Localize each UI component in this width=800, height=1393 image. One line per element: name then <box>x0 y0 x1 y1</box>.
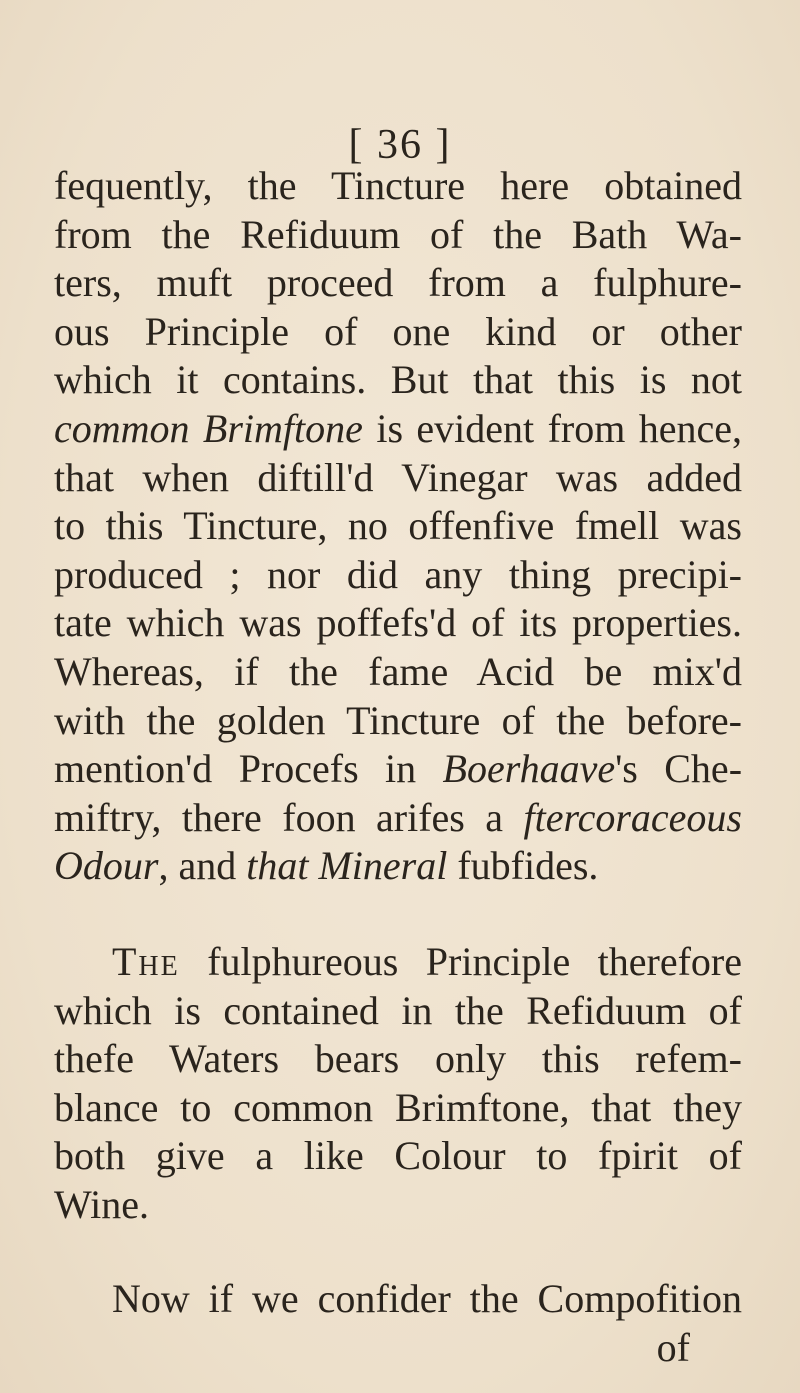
text-line: miftry, there foon arifes a ftercoraceous <box>54 794 742 840</box>
catchword: of <box>656 1325 690 1371</box>
text-line: Now if we confider the Compofition <box>112 1276 742 1322</box>
text-line: ous Principle of one kind or other <box>54 308 742 354</box>
text-line: which it contains. But that this is not <box>54 357 742 403</box>
paragraph-gap <box>54 891 742 938</box>
small-caps-word: The <box>112 938 180 984</box>
text-line: to this Tincture, no offenfive fmell was <box>54 503 742 549</box>
text-line: Whereas, if the fame Acid be mix'd <box>54 648 742 694</box>
text-line: blance to common Brimftone, that they <box>54 1084 742 1130</box>
page-text <box>54 162 742 1373</box>
text-line: The fulphureous Principle therefore <box>112 938 742 984</box>
text-line: tate which was poffefs'd of its properties. <box>54 600 742 646</box>
italic-phrase: common Brimftone <box>54 405 363 451</box>
text-line: ters, muft proceed from a fulphure- <box>54 260 742 306</box>
italic-phrase: Boerhaave <box>442 746 616 792</box>
italic-phrase: ftercoraceous <box>523 794 742 840</box>
paragraph-gap <box>54 1229 742 1275</box>
text-line: produced ; nor did any thing precipi- <box>54 551 742 597</box>
text-line: from the Refiduum of the Bath Wa- <box>54 211 742 257</box>
text-line: both give a like Colour to fpirit of <box>54 1133 742 1179</box>
text-line: common Brimftone is evident from hence, <box>54 405 742 451</box>
italic-phrase: Odour <box>54 843 159 889</box>
text-line: thefe Waters bears only this refem- <box>54 1036 742 1082</box>
text-line: which is contained in the Refiduum of <box>54 987 742 1033</box>
text-line: that when diftill'd Vinegar was added <box>54 454 742 500</box>
italic-phrase: that Mineral <box>246 843 448 889</box>
text-line: fequently, the Tincture here obtained <box>54 163 742 208</box>
text-line: Wine. <box>54 1181 150 1227</box>
text-line: Odour, and that Mineral fubfides. <box>54 843 599 889</box>
text-line: with the golden Tincture of the before- <box>54 697 742 743</box>
text-line: mention'd Procefs in Boerhaave's Che- <box>54 746 743 792</box>
page-number-header: [ 36 ] <box>348 122 452 168</box>
